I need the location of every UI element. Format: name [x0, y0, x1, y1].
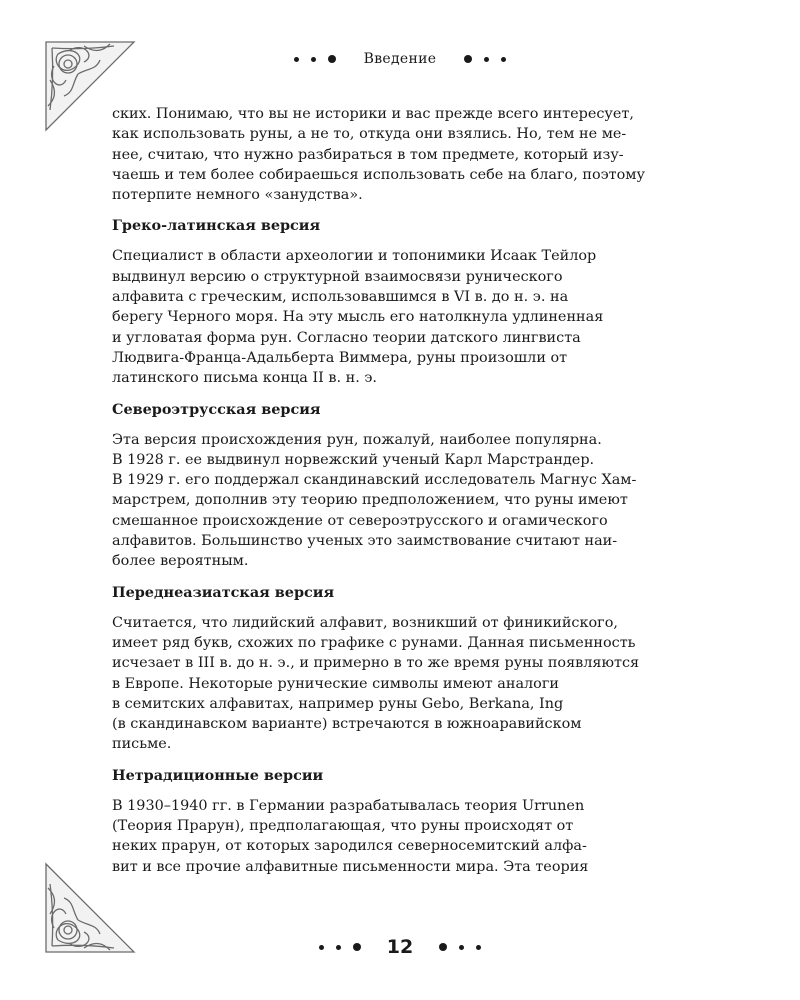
text-line: Людвига-Франца-Адальберта Виммера, руны произошли от: [112, 349, 568, 366]
text-line: ских. Понимаю, что вы не историки и вас прежде всего интересует,: [112, 106, 634, 122]
text-line: латинского письма конца II в. н. э.: [112, 370, 378, 387]
text-line: потерпите немного «занудства».: [112, 187, 363, 204]
header-dots-right: [464, 55, 506, 63]
dot-icon: [294, 57, 299, 62]
section-heading-north-etruscan: Североэтрусская версия: [112, 400, 321, 418]
section-heading-nontraditional: Нетрадиционные версии: [112, 766, 324, 784]
text-line: чаешь и тем более собираешься использовать себе на благо, поэтому: [112, 166, 645, 183]
running-footer: [0, 934, 800, 960]
dot-icon: [484, 57, 489, 62]
dot-icon: [336, 945, 341, 950]
text-line: В 1929 г. его поддержал скандинавский исследователь Магнус Хам-: [112, 472, 637, 489]
text-line: (в скандинавском варианте) встречаются в южноаравийском: [112, 716, 582, 733]
page-number: 12: [386, 936, 414, 958]
text-line: более вероятным.: [112, 553, 249, 570]
paragraph-nontraditional: [112, 796, 716, 877]
text-line: Эта версия происхождения рун, пожалуй, наиболее популярна.: [112, 431, 602, 448]
header-dots-left: [294, 55, 336, 63]
text-line: нее, считаю, что нужно разбираться в том предмете, который изу-: [112, 146, 624, 163]
footer-dots-right: [439, 943, 481, 951]
text-line: в Европе. Некоторые рунические символы имеют аналоги: [112, 675, 559, 692]
text-line: В 1930–1940 гг. в Германии разрабатывалась теория Urrunen: [112, 797, 585, 814]
text-line: Специалист в области археологии и топонимики Исаак Тейлор: [112, 248, 597, 265]
text-line: (Теория Прарун), предполагающая, что руны происходят от: [112, 818, 574, 835]
dot-icon: [476, 945, 481, 950]
dot-icon: [353, 943, 361, 951]
section-heading-greco-latin: Греко-латинская версия: [112, 217, 321, 235]
text-line: в семитских алфавитах, например руны Gebo, Berkana, Ing: [112, 695, 564, 712]
dot-icon: [501, 57, 506, 62]
dot-icon: [311, 57, 316, 62]
text-line: берегу Черного моря. На эту мысль его натолкнула удлиненная: [112, 309, 604, 326]
text-line: смешанное происхождение от североэтрусского и огамического: [112, 512, 608, 529]
paragraph-greco-latin: [112, 246, 716, 388]
text-line: алфавита с греческим, использовавшимся в VI в. до н. э. на: [112, 289, 569, 306]
paragraph-near-east: [112, 613, 716, 755]
text-line: В 1928 г. ее выдвинул норвежский ученый Карл Марстрандер.: [112, 451, 595, 468]
footer-dots-left: [319, 943, 361, 951]
text-line: неких прарун, от которых зародился северносемитский алфа-: [112, 838, 587, 855]
paragraph-north-etruscan: [112, 430, 716, 572]
header-title: Введение: [363, 51, 437, 67]
page-body: [112, 104, 716, 877]
text-line: исчезает в III в. до н. э., и примерно в то же время руны появляются: [112, 655, 640, 672]
text-line: имеет ряд букв, схожих по графике с рунами. Данная письменность: [112, 634, 636, 651]
text-line: письме.: [112, 736, 172, 753]
text-line: марстрем, дополнив эту теорию предположением, что руны имеют: [112, 492, 628, 509]
dot-icon: [328, 55, 336, 63]
dot-icon: [459, 945, 464, 950]
text-line: алфавитов. Большинство ученых это заимствование считают наи-: [112, 533, 618, 550]
text-line: как использовать руны, а не то, откуда они взялись. Но, тем не ме-: [112, 126, 627, 143]
paragraph-intro: [112, 104, 716, 205]
running-header: [0, 48, 800, 70]
section-heading-near-east: Переднеазиатская версия: [112, 583, 335, 601]
text-line: и угловатая форма рун. Согласно теории датского лингвиста: [112, 329, 581, 346]
text-line: вит и все прочие алфавитные письменности мира. Эта теория: [112, 858, 589, 875]
dot-icon: [439, 943, 447, 951]
dot-icon: [464, 55, 472, 63]
text-line: выдвинул версию о структурной взаимосвязи рунического: [112, 268, 563, 285]
dot-icon: [319, 945, 324, 950]
text-line: Считается, что лидийский алфавит, возникший от финикийского,: [112, 614, 618, 631]
